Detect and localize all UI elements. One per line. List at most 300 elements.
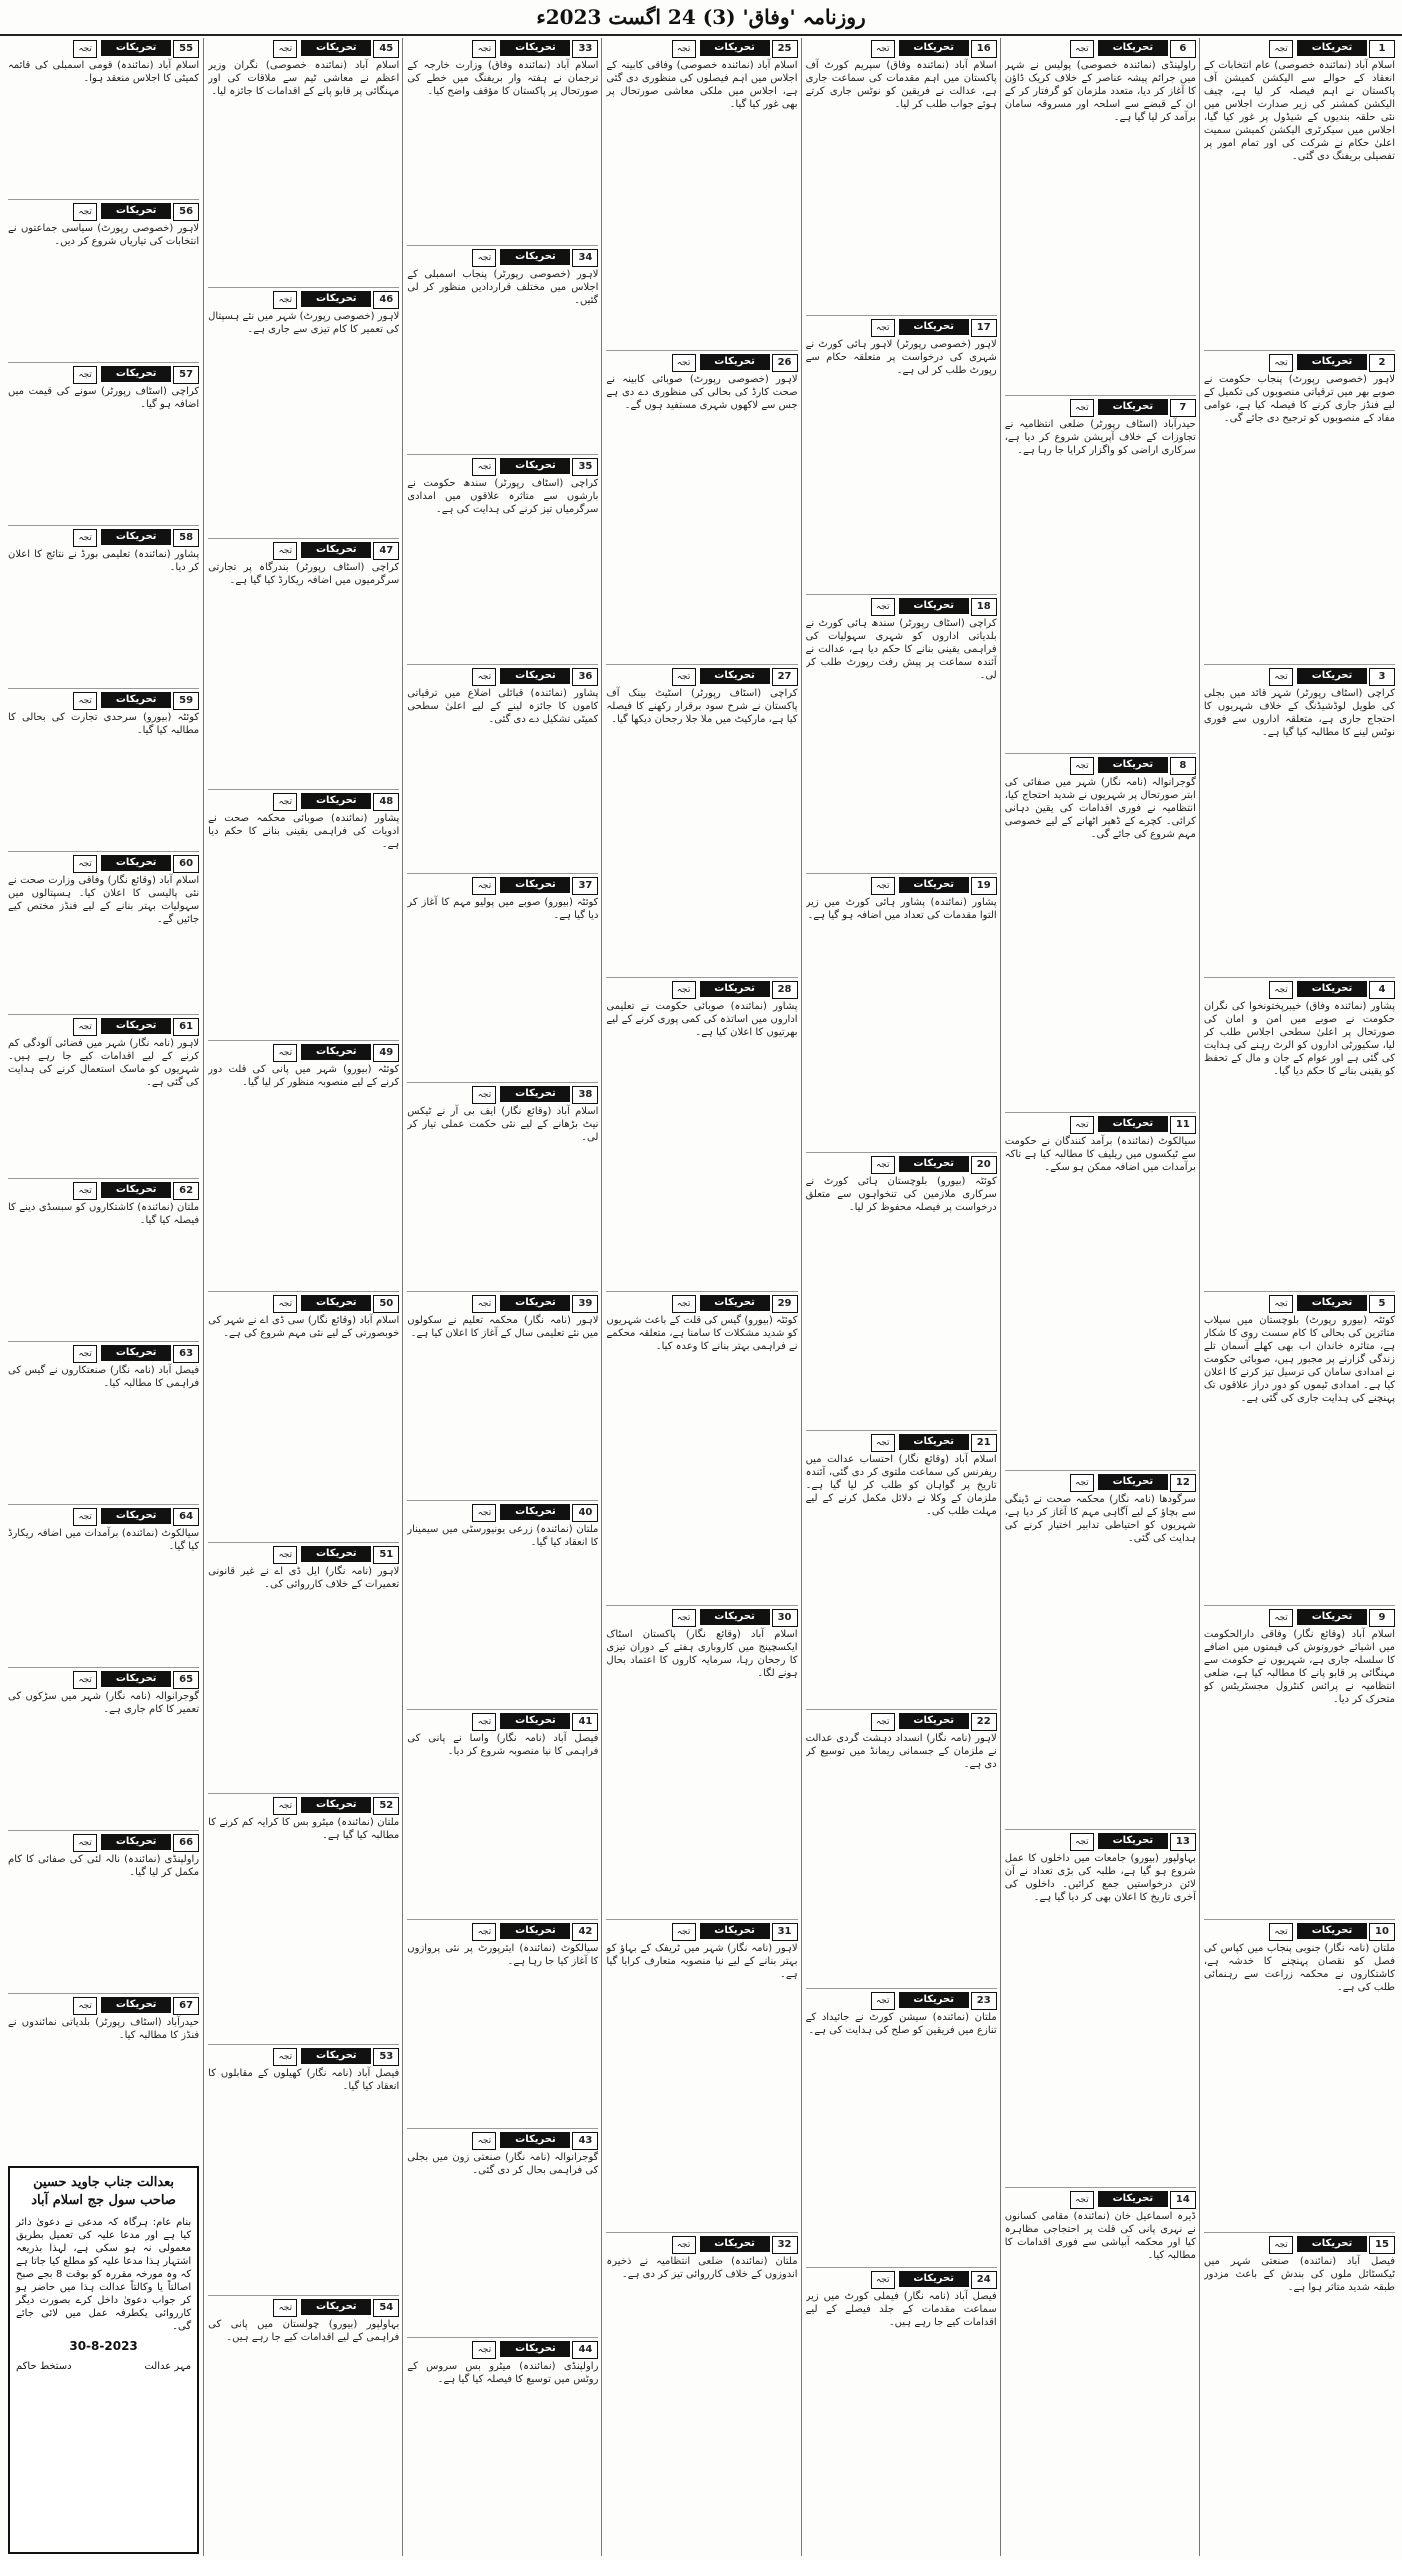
block-text: حیدرآباد (اسٹاف رپورٹر) ضلعی انتظامیہ نے تجاوزات کے خلاف آپریشن شروع کر دیا ہے، سرکاری اراضی کو واگزار کرایا جا رہا ہے۔: [1004, 418, 1196, 456]
block-tag: تجہ: [1070, 2191, 1094, 2209]
block-text: لاہور (نامہ نگار) شہر میں فضائی آلودگی کم کرنے کے لیے اقدامات کیے جا رہے ہیں۔ شہریوں کو ماسک استعمال کرنے کی ہدایت کی گئی ہے۔: [8, 1038, 200, 1089]
block-tag: تجہ: [871, 319, 895, 337]
notice-signatures: [16, 2361, 191, 2372]
classified-block: [1204, 40, 1395, 348]
block-text: کراچی (اسٹاف رپورٹر) سندھ ہائی کورٹ نے بلدیاتی اداروں کو شہری سہولیات کی فراہمی یقینی بنانے کا حکم دیا ہے، عدالت نے آئندہ سماعت پر پیش رفت رپورٹ طلب کر لی۔: [805, 617, 997, 681]
classified-block: [8, 1345, 199, 1502]
block-number: 33: [572, 40, 598, 58]
classified-block: [208, 291, 399, 536]
classified-block: [8, 1997, 199, 2154]
block-divider: [8, 1993, 199, 1994]
block-heading: تحریکات: [700, 981, 770, 997]
block-text: ملتان (نمائندہ) زرعی یونیورسٹی میں سیمینار کا انعقاد کیا گیا۔: [407, 1524, 599, 1549]
block-header: [8, 529, 199, 545]
block-header: [1204, 981, 1395, 997]
block-heading: تحریکات: [1098, 1833, 1168, 1849]
block-heading: تحریکات: [1098, 40, 1168, 56]
block-header: [407, 249, 598, 265]
block-header: [1005, 40, 1196, 56]
block-divider: [1005, 753, 1196, 754]
notice-sign-left: دستخط حاکم: [16, 2361, 72, 2372]
classified-block: [1005, 399, 1196, 752]
block-divider: [407, 664, 598, 665]
block-tag: تجہ: [273, 542, 297, 560]
block-divider: [407, 1082, 598, 1083]
block-divider: [1005, 1470, 1196, 1471]
block-divider: [407, 2337, 598, 2338]
block-number: 45: [373, 40, 399, 58]
block-tag: تجہ: [472, 668, 496, 686]
block-text: پشاور (نمائندہ) پشاور ہائی کورٹ میں زیر التوا مقدمات کی تعداد میں اضافہ ہو گیا ہے۔: [805, 896, 997, 921]
block-text: کوئٹہ (بیورو) گیس کی قلت کے باعث شہریوں کو شدید مشکلات کا سامنا ہے، متعلقہ محکمے نے فراہمی بہتر بنانے کا وعدہ کیا۔: [606, 1315, 798, 1352]
block-tag: تجہ: [1070, 757, 1094, 775]
block-tag: تجہ: [1070, 1474, 1094, 1492]
block-tag: تجہ: [273, 793, 297, 811]
block-text: لاہور (خصوصی رپورٹ) پنجاب حکومت نے صوبے بھر میں ترقیاتی منصوبوں کی تکمیل کے لیے فنڈز جاری کرنے کا فیصلہ کیا ہے، عوامی مفاد کے منصوبوں کو ترجیح دی جائے گی۔: [1203, 373, 1395, 424]
block-divider: [806, 1988, 997, 1989]
block-heading: تحریکات: [301, 1797, 371, 1813]
block-tag: تجہ: [273, 291, 297, 309]
block-text: کوئٹہ (بیورو) شہر میں پانی کی قلت دور کرنے کے لیے منصوبہ منظور کر لیا گیا۔: [208, 1064, 400, 1088]
block-header: [8, 366, 199, 382]
classified-block: [806, 1434, 997, 1707]
block-header: [806, 1992, 997, 2008]
block-divider: [407, 1291, 598, 1292]
block-header: [1204, 354, 1395, 370]
block-number: 11: [1170, 1116, 1196, 1134]
block-text: کوئٹہ (بیورو) صوبے میں پولیو مہم کا آغاز کر دیا گیا ہے۔: [407, 896, 599, 921]
classified-block: [1005, 757, 1196, 1110]
classified-block: [606, 1609, 797, 1917]
classified-block: [407, 1923, 598, 2126]
block-tag: تجہ: [1269, 1923, 1293, 1941]
block-header: [407, 877, 598, 893]
classified-block: [1204, 1295, 1395, 1603]
classified-block: [606, 354, 797, 662]
block-tag: تجہ: [73, 40, 97, 58]
news-column: [1199, 38, 1399, 2556]
block-text: کراچی (اسٹاف رپورٹر) شہر قائد میں بجلی کی طویل لوڈشیڈنگ کے خلاف شہریوں کا احتجاج جاری ہے، متعلقہ اداروں سے فوری نوٹس لینے کا مطالبہ کیا گیا ہے۔: [1203, 687, 1395, 738]
block-header: [806, 1434, 997, 1450]
classified-block: [208, 1044, 399, 1289]
block-header: [806, 2271, 997, 2287]
news-column: [601, 38, 801, 2556]
block-tag: تجہ: [273, 1044, 297, 1062]
block-number: 43: [572, 2132, 598, 2150]
block-number: 3: [1369, 668, 1395, 686]
block-number: 8: [1170, 757, 1196, 775]
block-number: 55: [173, 40, 199, 58]
block-tag: تجہ: [472, 1295, 496, 1313]
block-text: اسلام آباد (وقائع نگار) احتساب عدالت میں ریفرنس کی سماعت ملتوی کر دی گئی، آئندہ تاریخ پر گواہان کو طلب کر لیا گیا ہے۔ ملزمان کے وکلا نے دلائل مکمل کرنے کے لیے مہلت طلب کی۔: [805, 1454, 997, 1518]
block-text: کراچی (اسٹاف رپورٹر) بندرگاہ پر تجارتی سرگرمیوں میں اضافہ ریکارڈ کیا گیا ہے۔: [208, 562, 400, 586]
block-number: 10: [1369, 1923, 1395, 1941]
block-tag: تجہ: [472, 2132, 496, 2150]
block-text: ملتان (نامہ نگار) جنوبی پنجاب میں کپاس کی فصل کو نقصان پہنچنے کا خدشہ ہے، کاشتکاروں نے محکمہ زراعت سے رہنمائی طلب کی ہے۔: [1203, 1942, 1395, 1993]
block-text: کوئٹہ (بیورو رپورٹ) بلوچستان میں سیلاب متاثرین کی بحالی کا کام سست روی کا شکار ہے، متاثرہ خاندان اب بھی کھلے آسمان تلے زندگی گزارنے پر مجبور ہیں، صوبائی حکومت نے امدادی سامان کی ترسیل تیز کرنے کا اعلان کیا ہے۔ امدادی ٹیموں کو دور دراز علاقوں تک پہنچنے کی ہدایت جاری کی گئی ہے۔: [1203, 1315, 1395, 1404]
block-number: 49: [373, 1044, 399, 1062]
block-header: [606, 2236, 797, 2252]
block-divider: [8, 199, 199, 200]
block-header: [1005, 757, 1196, 773]
classified-block: [606, 40, 797, 348]
block-tag: تجہ: [73, 203, 97, 221]
classified-block: [806, 598, 997, 871]
block-text: پشاور (نمائندہ وفاق) خیبرپختونخوا کی نگران حکومت نے صوبے میں امن و امان کی صورتحال پر اعلیٰ سطحی اجلاس طلب کر لیا، سکیورٹی اداروں کو الرٹ رہنے کی ہدایت کی گئی ہے اور عوام کے جان و مال کے تحفظ کو یقینی بنانے کا حکم دیا گیا۔: [1203, 1001, 1395, 1078]
block-heading: تحریکات: [1297, 1609, 1367, 1625]
block-text: پشاور (نمائندہ) قبائلی اضلاع میں ترقیاتی کاموں کا جائزہ لینے کے لیے اعلیٰ سطحی کمیٹی تشکیل دے دی گئی۔: [407, 687, 599, 725]
block-number: 6: [1170, 40, 1196, 58]
block-number: 30: [772, 1609, 798, 1627]
block-header: [8, 855, 199, 871]
classified-block: [1005, 1833, 1196, 2186]
block-heading: تحریکات: [301, 1546, 371, 1562]
block-heading: تحریکات: [101, 1834, 171, 1850]
block-heading: تحریکات: [899, 1434, 969, 1450]
block-number: 59: [173, 692, 199, 710]
block-heading: تحریکات: [1297, 354, 1367, 370]
classified-block: [8, 40, 199, 197]
block-heading: تحریکات: [500, 458, 570, 474]
block-header: [8, 1834, 199, 1850]
classified-block: [407, 2341, 598, 2544]
block-tag: تجہ: [73, 529, 97, 547]
block-divider: [606, 350, 797, 351]
block-heading: تحریکات: [500, 1504, 570, 1520]
block-tag: تجہ: [1269, 1295, 1293, 1313]
block-heading: تحریکات: [101, 1671, 171, 1687]
block-heading: تحریکات: [1297, 981, 1367, 997]
block-text: اسلام آباد (وقائع نگار) وفاقی وزارت صحت نے نئی پالیسی کا اعلان کیا۔ ہسپتالوں میں سہولیات بہتر بنانے کے لیے فنڈز مختص کیے جائیں گے۔: [8, 875, 200, 926]
block-number: 29: [772, 1295, 798, 1313]
classified-block: [208, 542, 399, 787]
block-number: 19: [971, 877, 997, 895]
block-header: [1204, 1609, 1395, 1625]
block-tag: تجہ: [672, 981, 696, 999]
block-header: [407, 1504, 598, 1520]
block-text: لاہور (خصوصی رپورٹر) پنجاب اسمبلی کے اجلاس میں مختلف قراردادیں منظور کر لی گئیں۔: [407, 269, 599, 307]
block-number: 32: [772, 2236, 798, 2254]
block-heading: تحریکات: [101, 855, 171, 871]
block-text: کوئٹہ (بیورو) سرحدی تجارت کی بحالی کا مطالبہ کیا گیا۔: [8, 712, 200, 737]
block-number: 26: [772, 354, 798, 372]
classified-block: [407, 1713, 598, 1916]
classified-block: [806, 1713, 997, 1986]
block-header: [208, 2048, 399, 2064]
block-tag: تجہ: [1070, 40, 1094, 58]
block-header: [1204, 1295, 1395, 1311]
block-header: [606, 981, 797, 997]
block-header: [1005, 1474, 1196, 1490]
block-tag: تجہ: [1269, 354, 1293, 372]
block-tag: تجہ: [871, 2271, 895, 2289]
classified-block: [8, 529, 199, 686]
block-header: [1204, 1923, 1395, 1939]
classified-block: [208, 2048, 399, 2293]
block-header: [8, 40, 199, 56]
block-divider: [806, 1152, 997, 1153]
block-number: 56: [173, 203, 199, 221]
block-text: بہاولپور (بیورو) جامعات میں داخلوں کا عمل شروع ہو گیا ہے، طلبہ کی بڑی تعداد نے آن لائن درخواستیں جمع کرائیں۔ داخلوں کی آخری تاریخ کا اعلان بھی کر دیا گیا ہے۔: [1004, 1852, 1196, 1903]
block-header: [8, 1345, 199, 1361]
block-heading: تحریکات: [899, 1992, 969, 2008]
block-tag: تجہ: [1269, 981, 1293, 999]
block-text: ملتان (نمائندہ) میٹرو بس کا کرایہ کم کرنے کا مطالبہ کیا گیا ہے۔: [208, 1817, 400, 1841]
block-tag: تجہ: [1070, 1116, 1094, 1134]
block-tag: تجہ: [472, 40, 496, 58]
block-number: 13: [1170, 1833, 1196, 1851]
block-divider: [1204, 1919, 1395, 1920]
block-text: کراچی (اسٹاف رپورٹر) اسٹیٹ بینک آف پاکستان نے شرح سود برقرار رکھنے کا فیصلہ کیا ہے، مارکیٹ میں ملا جلا رجحان دیکھا گیا۔: [606, 687, 798, 725]
classified-block: [8, 855, 199, 1012]
columns-container: [4, 38, 1398, 2556]
block-text: لاہور (خصوصی رپورٹ) صوبائی کابینہ نے صحت کارڈ کی بحالی کی منظوری دے دی ہے جس سے لاکھوں شہری مستفید ہوں گے۔: [606, 373, 798, 411]
block-divider: [407, 1500, 598, 1501]
classified-block: [1204, 668, 1395, 976]
block-number: 63: [173, 1345, 199, 1363]
block-heading: تحریکات: [899, 598, 969, 614]
block-divider: [208, 2295, 399, 2296]
block-tag: تجہ: [273, 2299, 297, 2317]
block-header: [606, 40, 797, 56]
classified-block: [1005, 1474, 1196, 1827]
block-heading: تحریکات: [899, 1713, 969, 1729]
block-heading: تحریکات: [1297, 1923, 1367, 1939]
classified-block: [806, 40, 997, 313]
block-divider: [8, 851, 199, 852]
block-tag: تجہ: [472, 1504, 496, 1522]
block-tag: تجہ: [73, 855, 97, 873]
block-heading: تحریکات: [1098, 757, 1168, 773]
block-number: 1: [1369, 40, 1395, 58]
block-tag: تجہ: [73, 1018, 97, 1036]
block-heading: تحریکات: [301, 1044, 371, 1060]
block-number: 15: [1369, 2236, 1395, 2254]
block-number: 31: [772, 1923, 798, 1941]
block-text: اسلام آباد (نمائندہ خصوصی) نگران وزیر اعظم نے معاشی ٹیم سے ملاقات کی اور مہنگائی پر قابو پانے کے اقدامات کا جائزہ لیا۔: [208, 60, 400, 97]
block-tag: تجہ: [871, 877, 895, 895]
block-heading: تحریکات: [700, 2236, 770, 2252]
block-heading: تحریکات: [500, 2132, 570, 2148]
block-tag: تجہ: [73, 1182, 97, 1200]
block-text: سیالکوٹ (نمائندہ) ایئرپورٹ پر نئی پروازوں کا آغاز کیا جا رہا ہے۔: [407, 1942, 599, 1967]
block-divider: [407, 873, 598, 874]
block-divider: [606, 1605, 797, 1606]
block-divider: [806, 1430, 997, 1431]
block-header: [606, 1295, 797, 1311]
block-text: سرگودھا (نامہ نگار) محکمہ صحت نے ڈینگی سے بچاؤ کے لیے آگاہی مہم کا آغاز کر دیا ہے، شہریوں کو احتیاطی تدابیر اختیار کرنے کی ہدایت کی گئی۔: [1004, 1494, 1196, 1545]
classified-block: [407, 1504, 598, 1707]
block-divider: [806, 1709, 997, 1710]
classified-block: [208, 1295, 399, 1540]
classified-block: [407, 1295, 598, 1498]
block-number: 21: [971, 1434, 997, 1452]
block-text: فیصل آباد (نامہ نگار) کھیلوں کے مقابلوں کا انعقاد کیا گیا۔: [208, 2068, 400, 2092]
block-heading: تحریکات: [101, 1182, 171, 1198]
block-divider: [806, 315, 997, 316]
page-title: روزنامہ 'وفاق' (3) 24 اگست 2023ء: [536, 5, 866, 29]
block-heading: تحریکات: [500, 1713, 570, 1729]
block-tag: تجہ: [472, 249, 496, 267]
block-number: 57: [173, 366, 199, 384]
classified-block: [208, 793, 399, 1038]
block-number: 9: [1369, 1609, 1395, 1627]
block-text: ملتان (نمائندہ) ضلعی انتظامیہ نے ذخیرہ اندوزوں کے خلاف کارروائی تیز کر دی ہے۔: [606, 2256, 798, 2281]
block-heading: تحریکات: [899, 40, 969, 56]
block-heading: تحریکات: [500, 1086, 570, 1102]
block-text: لاہور (نامہ نگار) محکمہ تعلیم نے سکولوں میں نئے تعلیمی سال کے آغاز کا اعلان کیا ہے۔: [407, 1315, 599, 1339]
block-divider: [8, 362, 199, 363]
classified-block: [8, 1834, 199, 1991]
block-heading: تحریکات: [899, 877, 969, 893]
block-number: 27: [772, 668, 798, 686]
block-tag: تجہ: [472, 877, 496, 895]
block-number: 65: [173, 1671, 199, 1689]
block-number: 42: [572, 1923, 598, 1941]
block-divider: [407, 1709, 598, 1710]
block-number: 38: [572, 1086, 598, 1104]
block-header: [208, 291, 399, 307]
block-heading: تحریکات: [700, 1609, 770, 1625]
block-tag: تجہ: [871, 40, 895, 58]
block-divider: [208, 2044, 399, 2045]
block-heading: تحریکات: [500, 668, 570, 684]
block-divider: [8, 688, 199, 689]
block-number: 64: [173, 1508, 199, 1526]
classified-block: [606, 981, 797, 1289]
block-number: 12: [1170, 1474, 1196, 1492]
block-header: [806, 1156, 997, 1172]
classified-block: [806, 2271, 997, 2544]
block-text: بہاولپور (بیورو) چولستان میں پانی کی فراہمی کے لیے اقدامات کیے جا رہے ہیں۔: [208, 2319, 400, 2343]
block-tag: تجہ: [871, 1992, 895, 2010]
block-heading: تحریکات: [301, 542, 371, 558]
block-heading: تحریکات: [700, 1295, 770, 1311]
classified-block: [606, 1295, 797, 1603]
block-text: پشاور (نمائندہ) تعلیمی بورڈ نے نتائج کا اعلان کر دیا۔: [8, 549, 200, 574]
block-tag: تجہ: [472, 1923, 496, 1941]
block-tag: تجہ: [472, 1713, 496, 1731]
block-divider: [1005, 1829, 1196, 1830]
block-header: [208, 1797, 399, 1813]
block-header: [606, 1609, 797, 1625]
block-header: [8, 1508, 199, 1524]
block-header: [407, 1086, 598, 1102]
block-text: پشاور (نمائندہ) صوبائی حکومت نے تعلیمی اداروں میں اساتذہ کی کمی پوری کرنے کے لیے بھرتیوں کا اعلان کیا ہے۔: [606, 1001, 798, 1039]
block-number: 25: [772, 40, 798, 58]
classified-block: [606, 1923, 797, 2231]
block-heading: تحریکات: [899, 2271, 969, 2287]
block-divider: [8, 1014, 199, 1015]
classified-block: [208, 1546, 399, 1791]
block-tag: تجہ: [472, 1086, 496, 1104]
block-text: اسلام آباد (وقائع نگار) پاکستان اسٹاک ایکسچینج میں کاروباری ہفتے کے دوران تیزی کا رجحان رہا، سرمایہ کاروں کا اعتماد بحال ہونے لگا۔: [606, 1628, 798, 1679]
block-tag: تجہ: [672, 1295, 696, 1313]
block-divider: [606, 977, 797, 978]
block-heading: تحریکات: [1297, 2236, 1367, 2252]
block-number: 61: [173, 1018, 199, 1036]
block-divider: [1204, 350, 1395, 351]
block-divider: [8, 1341, 199, 1342]
news-column: [1000, 38, 1200, 2556]
block-tag: تجہ: [672, 2236, 696, 2254]
block-text: فیصل آباد (نامہ نگار) صنعتکاروں نے گیس کی فراہمی کا مطالبہ کیا۔: [8, 1364, 200, 1389]
classified-block: [8, 1018, 199, 1175]
block-divider: [1005, 395, 1196, 396]
block-header: [208, 542, 399, 558]
block-heading: تحریکات: [101, 1997, 171, 2013]
block-number: 67: [173, 1997, 199, 2015]
block-heading: تحریکات: [700, 668, 770, 684]
block-text: اسلام آباد (نمائندہ خصوصی) وفاقی کابینہ کے اجلاس میں اہم فیصلوں کی منظوری دی گئی ہے، اجلاس میں ملکی معاشی صورتحال پر بھی غور کیا گیا۔: [606, 60, 798, 110]
block-heading: تحریکات: [301, 1295, 371, 1311]
block-header: [806, 1713, 997, 1729]
block-tag: تجہ: [73, 1345, 97, 1363]
block-divider: [208, 1040, 399, 1041]
block-heading: تحریکات: [899, 319, 969, 335]
block-number: 44: [572, 2341, 598, 2359]
block-tag: تجہ: [871, 1434, 895, 1452]
block-divider: [208, 538, 399, 539]
block-header: [208, 40, 399, 56]
block-divider: [606, 2232, 797, 2233]
block-text: لاہور (خصوصی رپورٹ) سیاسی جماعتوں نے انتخابات کی تیاریاں شروع کر دیں۔: [8, 223, 200, 248]
block-divider: [806, 873, 997, 874]
block-divider: [8, 1830, 199, 1831]
block-text: اسلام آباد (وقائع نگار) وفاقی دارالحکومت میں اشیائے خورونوش کی قیمتوں میں اضافے کا سلسلہ جاری ہے، شہریوں نے حکومت سے مہنگائی پر قابو پانے کا مطالبہ کیا ہے، ضلعی انتظامیہ نے پرائس کنٹرول مجسٹریٹس کو متحرک کر دیا۔: [1203, 1628, 1395, 1705]
block-heading: تحریکات: [1297, 1295, 1367, 1311]
block-heading: تحریکات: [101, 40, 171, 56]
block-text: سیالکوٹ (نمائندہ) برآمدات میں اضافہ ریکارڈ کیا گیا۔: [8, 1527, 200, 1552]
block-text: ملتان (نمائندہ) کاشتکاروں کو سبسڈی دینے کا فیصلہ کیا گیا۔: [8, 1201, 200, 1226]
classified-block: [208, 1797, 399, 2042]
classified-block: [407, 40, 598, 243]
block-text: کراچی (اسٹاف رپورٹر) سونے کی قیمت میں اضافہ ہو گیا۔: [8, 386, 200, 411]
block-divider: [208, 789, 399, 790]
block-divider: [1204, 1605, 1395, 1606]
block-number: 46: [373, 291, 399, 309]
block-header: [8, 1182, 199, 1198]
block-header: [806, 598, 997, 614]
notice-date: 30-8-2023: [69, 2339, 138, 2353]
block-text: اسلام آباد (نمائندہ) قومی اسمبلی کی قائمہ کمیٹی کا اجلاس منعقد ہوا۔: [8, 60, 200, 84]
block-header: [208, 793, 399, 809]
block-tag: تجہ: [1070, 399, 1094, 417]
block-text: اسلام آباد (نمائندہ خصوصی) عام انتخابات کے انعقاد کے حوالے سے الیکشن کمیشن آف پاکستان نے اہم فیصلہ کر لیا ہے، چیف الیکشن کمشنر کی زیر صدارت اجلاس میں نئی حلقہ بندیوں کے شیڈول پر غور کیا گیا، اجلاس میں سیکرٹری الیکشن کمیشن سمیت اعلیٰ حکام نے شرکت کی اور تمام امور پر تفصیلی بریفنگ دی گئی۔: [1203, 60, 1395, 162]
block-header: [407, 2132, 598, 2148]
block-heading: تحریکات: [101, 529, 171, 545]
block-header: [1204, 668, 1395, 684]
notice-sign-right: مہر عدالت: [144, 2361, 192, 2372]
block-number: 24: [971, 2271, 997, 2289]
block-header: [208, 2299, 399, 2315]
block-number: 41: [572, 1713, 598, 1731]
block-header: [806, 319, 997, 335]
block-tag: تجہ: [472, 2341, 496, 2359]
classified-block: [407, 1086, 598, 1289]
classified-block: [407, 2132, 598, 2335]
block-text: کوئٹہ (بیورو) بلوچستان ہائی کورٹ نے سرکاری ملازمین کی تنخواہوں سے متعلق درخواست پر فیصلہ محفوظ کر لیا۔: [805, 1175, 997, 1213]
block-header: [8, 1997, 199, 2013]
block-divider: [8, 525, 199, 526]
block-header: [1204, 40, 1395, 56]
block-divider: [407, 1919, 598, 1920]
block-divider: [806, 594, 997, 595]
block-tag: تجہ: [73, 1834, 97, 1852]
classified-block: [806, 1156, 997, 1429]
block-text: لاہور (نامہ نگار) انسداد دہشت گردی عدالت نے ملزمان کے جسمانی ریمانڈ میں توسیع کر دی ہے۔: [805, 1733, 997, 1771]
classified-block: [806, 319, 997, 592]
